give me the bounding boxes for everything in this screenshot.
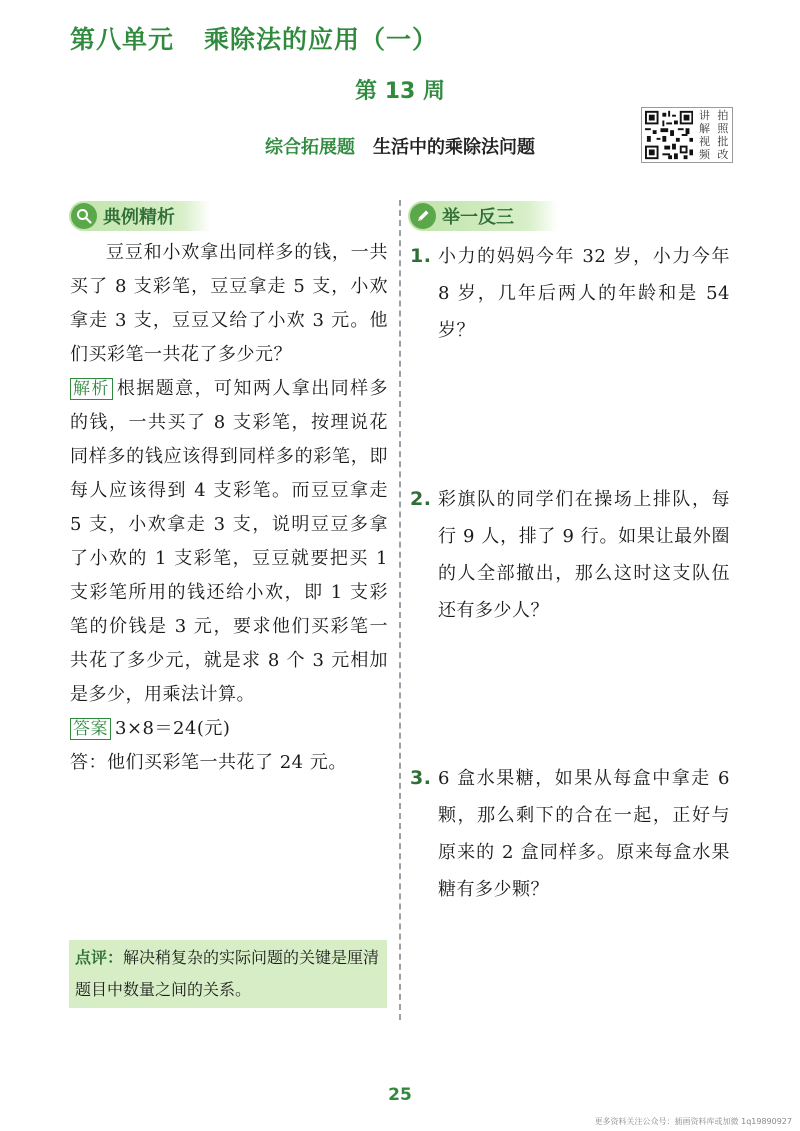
topic-title: 生活中的乘除法问题	[373, 137, 535, 158]
qr-char: 改	[717, 148, 729, 161]
question-text: 彩旗队的同学们在操场上排队，每行 9 人，排了 9 行。如果让最外圈的人全部撤出，那么这时这支队伍还有多少人？	[438, 489, 730, 621]
week-label: 第 13 周	[355, 79, 445, 104]
answer-formula: 3×8＝24(元)	[115, 718, 231, 739]
unit-title	[70, 20, 438, 56]
question-number: 3.	[410, 767, 432, 789]
answer-sentence: 答：他们买彩笔一共花了 24 元。	[70, 752, 347, 773]
qr-char: 照	[717, 122, 729, 135]
question-item	[410, 481, 730, 629]
qr-char: 频	[698, 148, 710, 161]
topic-label: 综合拓展题	[265, 137, 355, 158]
question-item	[410, 238, 730, 349]
question-text: 6 盒水果糖，如果从每盒中拿走 6 颗，那么剩下的合在一起，正好与原来的 2 盒同样多。原来每盒水果糖有多少颗？	[438, 768, 730, 900]
question-number: 1.	[410, 245, 432, 267]
question-text: 小力的妈妈今年 32 岁，小力今年 8 岁，几年后两人的年龄和是 54 岁？	[438, 246, 730, 341]
qr-char: 讲	[698, 109, 710, 122]
comment-box	[69, 940, 387, 1008]
pencil-icon	[410, 203, 436, 229]
question-number: 2.	[410, 488, 432, 510]
magnifier-icon	[71, 203, 97, 229]
qr-code-box[interactable]	[641, 107, 733, 163]
example-section-header	[69, 201, 211, 231]
answer-tag: 答案	[70, 718, 111, 740]
example-block	[70, 236, 388, 780]
footer-note: 更多资料关注公众号：插画资料库或加微 1q19890927	[594, 1117, 792, 1126]
analysis-paragraph	[70, 372, 388, 712]
qr-caption	[695, 109, 732, 161]
answer-line	[70, 712, 388, 746]
comment-label: 点评：	[75, 948, 124, 967]
unit-label: 第八单元	[70, 25, 175, 54]
practice-section-title: 举一反三	[442, 207, 514, 228]
qr-char: 拍	[717, 109, 729, 122]
qr-code-icon	[645, 110, 693, 160]
unit-subtitle: 乘除法的应用（一）	[204, 25, 439, 54]
example-section-title: 典例精析	[103, 207, 175, 228]
page-number: 25	[388, 1085, 412, 1105]
comment-text: 解决稍复杂的实际问题的关键是厘清题目中数量之间的关系。	[75, 948, 380, 999]
column-divider	[399, 200, 401, 1020]
qr-char: 解	[698, 122, 710, 135]
example-problem: 豆豆和小欢拿出同样多的钱，一共买了 8 支彩笔，豆豆拿走 5 支，小欢拿走 3 支，豆豆又给了小欢 3 元。他们买彩笔一共花了多少元？	[70, 242, 388, 365]
question-item	[410, 760, 730, 908]
practice-section-header	[408, 201, 558, 231]
analysis-tag: 解析	[70, 378, 113, 400]
qr-char: 批	[717, 135, 729, 148]
analysis-text: 根据题意，可知两人拿出同样多的钱，一共买了 8 支彩笔，按理说花同样多的钱应该得到同样多的彩笔，即每人应该得到 4 支彩笔。而豆豆拿走 5 支，小欢拿走 3 支，说明豆豆多拿了小欢的 1 支彩笔，豆豆就要把买 1 支彩笔所用的钱还给小欢，即 1 支彩笔的价钱是 3 元，要求他们买彩笔一共花了多少元，就是求 8 个 3 元相加是多少，用乘法计算。	[70, 378, 389, 705]
qr-char: 视	[698, 135, 710, 148]
